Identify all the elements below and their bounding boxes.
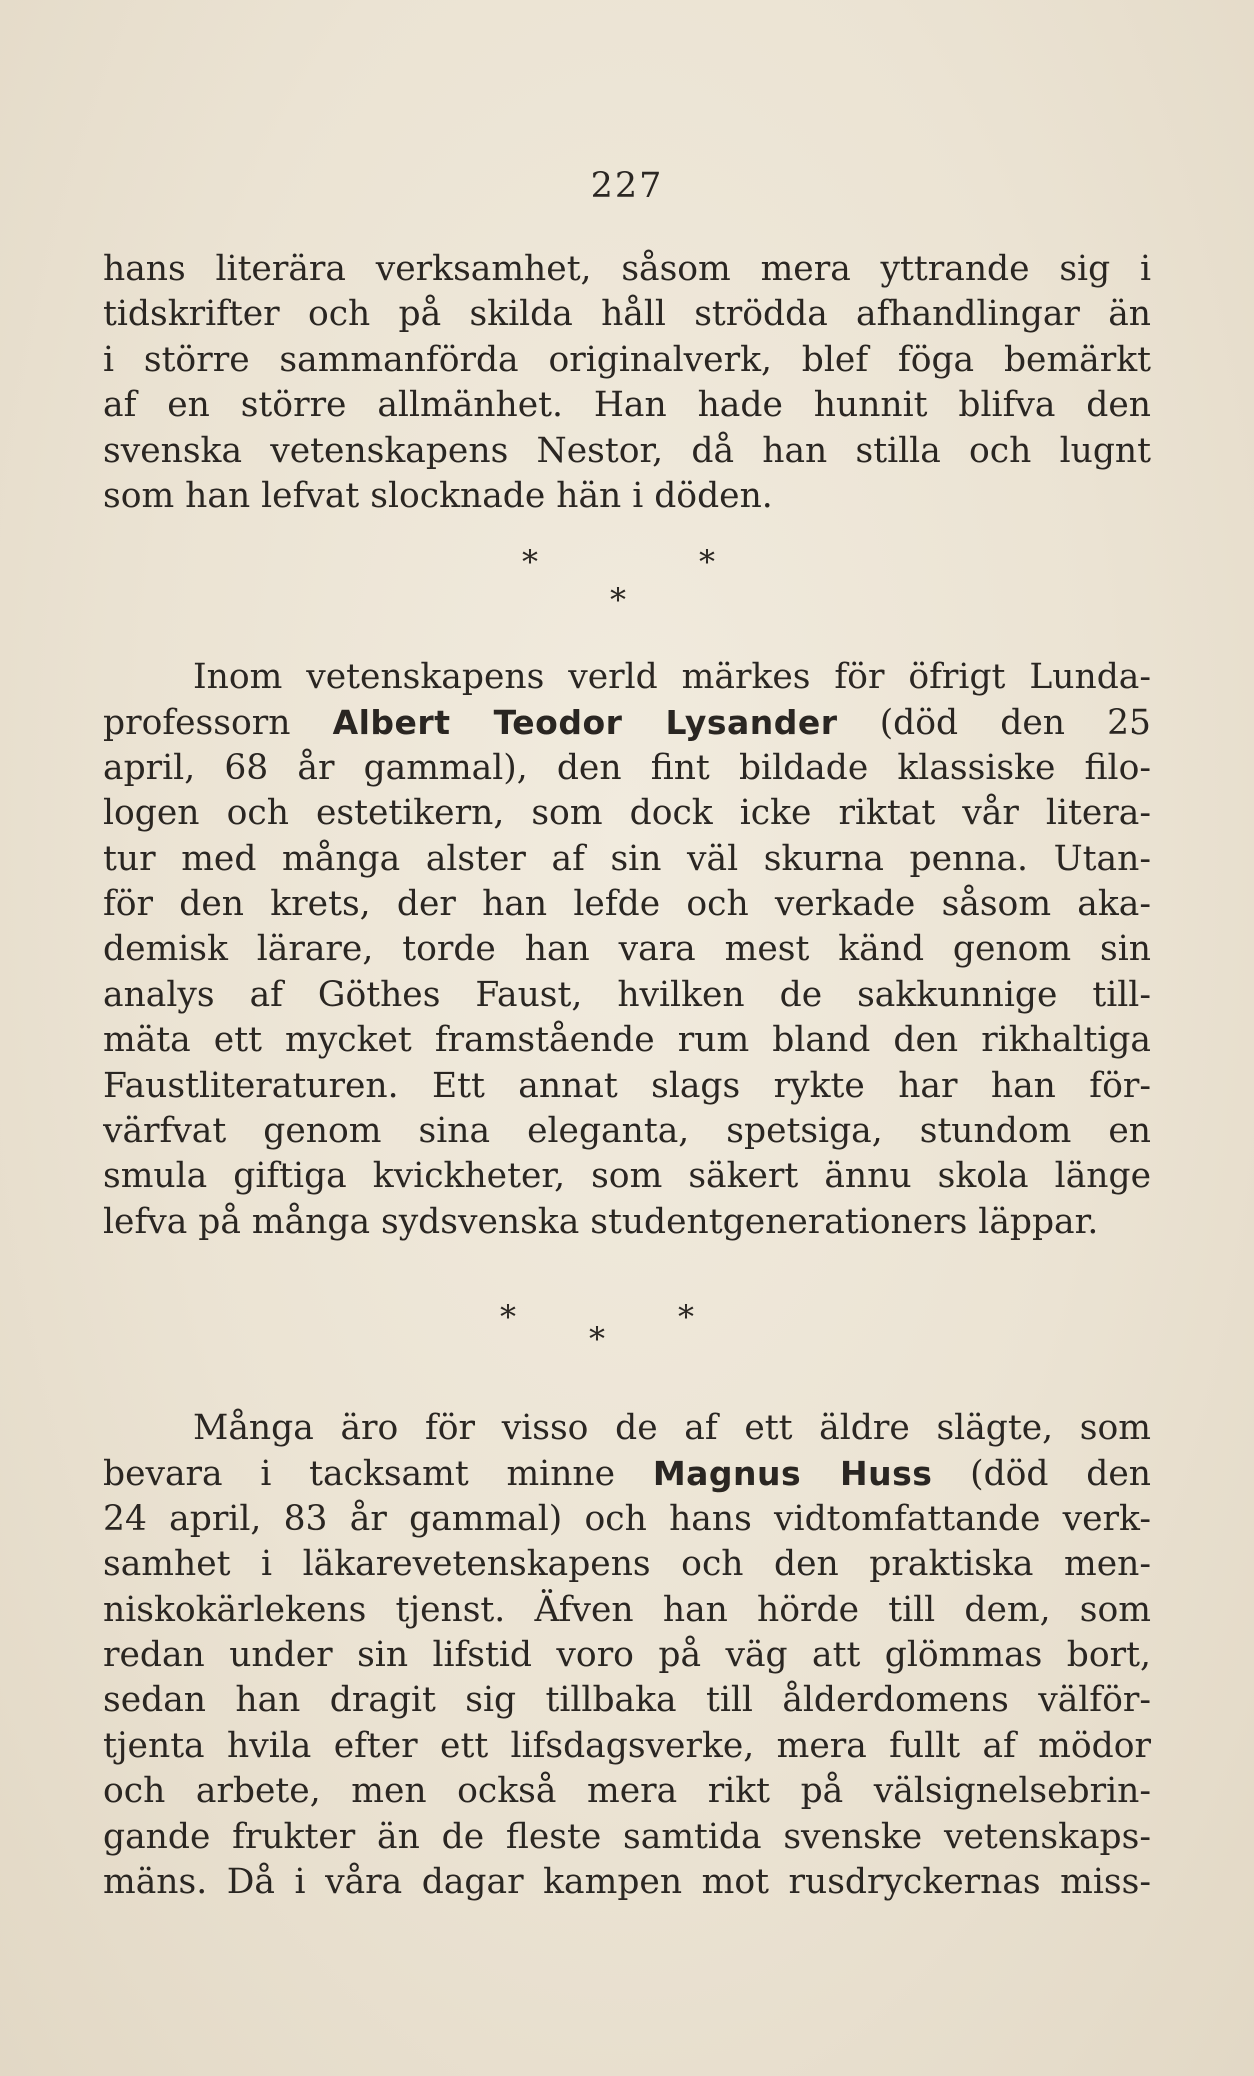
section-separator [0, 543, 1254, 619]
text-line: gande frukter än de fleste samtida svenske vetenskaps- [103, 1816, 1151, 1857]
person-name: Albert Teodor Lysander [332, 703, 838, 743]
text-line: som han lefvat slocknade hän i döden. [103, 475, 773, 516]
text-line: demisk lärare, torde han vara mest känd genom sin [103, 929, 1151, 970]
text-line: och arbete, men också mera rikt på välsignelsebrin- [103, 1771, 1151, 1812]
text-line: tur med många alster af sin väl skurna penna. Utan- [103, 838, 1151, 879]
paragraph-3 [103, 1406, 1151, 1905]
page-number: 227 [590, 166, 664, 206]
text-fragment: (död den 25 [837, 703, 1151, 744]
text-line: tjenta hvila efter ett lifsdagsverke, mera fullt af mödor [103, 1725, 1151, 1766]
text-line: af en större allmänhet. Han hade hunnit blifva den [103, 385, 1151, 426]
text-line: i större sammanförda originalverk, blef föga bemärkt [103, 339, 1151, 380]
text-line: logen och estetikern, som dock icke riktat vår litera- [103, 793, 1151, 834]
text-line: 24 april, 83 år gammal) och hans vidtomfattande verk- [103, 1498, 1151, 1539]
paragraph-1 [103, 247, 1151, 519]
text-line: för den krets, der han lefde och verkade såsom aka- [103, 883, 1151, 924]
separator-star: * [699, 543, 715, 581]
separator-star: * [500, 1298, 516, 1336]
paragraph-2 [103, 655, 1151, 1245]
text-line: tidskrifter och på skilda håll strödda afhandlingar än [103, 294, 1151, 335]
text-line: smula giftiga kvickheter, som säkert ännu skola länge [103, 1156, 1151, 1197]
text-line: hans literära verksamhet, såsom mera yttrande sig i [103, 249, 1151, 289]
text-line: svenska vetenskapens Nestor, då han stilla och lugnt [103, 430, 1151, 471]
text-line: värfvat genom sina eleganta, spetsiga, stundom en [103, 1110, 1151, 1151]
text-line: april, 68 år gammal), den fint bildade klassiske filo- [103, 747, 1151, 788]
separator-star: * [589, 1320, 605, 1358]
separator-star: * [610, 581, 626, 619]
text-fragment: (död den [932, 1454, 1151, 1495]
text-line [103, 1451, 1151, 1496]
text-line: mäns. Då i våra dagar kampen mot rusdryckernas miss- [103, 1861, 1151, 1902]
text-fragment: professorn [103, 703, 333, 744]
text-line: samhet i läkarevetenskapens och den praktiska men- [103, 1544, 1151, 1585]
text-line: mäta ett mycket framstående rum bland den rikhaltiga [103, 1020, 1151, 1061]
text-line: lefva på många sydsvenska studentgenerationers läppar. [103, 1201, 1099, 1242]
person-name: Magnus Huss [652, 1454, 933, 1494]
section-separator [0, 1298, 1254, 1358]
text-line [103, 700, 1151, 745]
text-line: redan under sin lifstid voro på väg att glömmas bort, [103, 1634, 1151, 1675]
text-line: sedan han dragit sig tillbaka till ålderdomens välför- [103, 1680, 1151, 1721]
text-line: Inom vetenskapens verld märkes för öfrigt Lunda- [193, 657, 1151, 697]
text-line: Faustliteraturen. Ett annat slags rykte har han för- [103, 1065, 1151, 1106]
text-line: Många äro för visso de af ett äldre slägte, som [193, 1408, 1151, 1448]
text-line: analys af Göthes Faust, hvilken de sakkunnige till- [103, 974, 1151, 1015]
text-fragment: bevara i tacksamt minne [103, 1454, 653, 1495]
separator-star: * [678, 1298, 694, 1336]
separator-star: * [522, 543, 538, 581]
text-line: niskokärlekens tjenst. Äfven han hörde till dem, som [103, 1589, 1151, 1630]
